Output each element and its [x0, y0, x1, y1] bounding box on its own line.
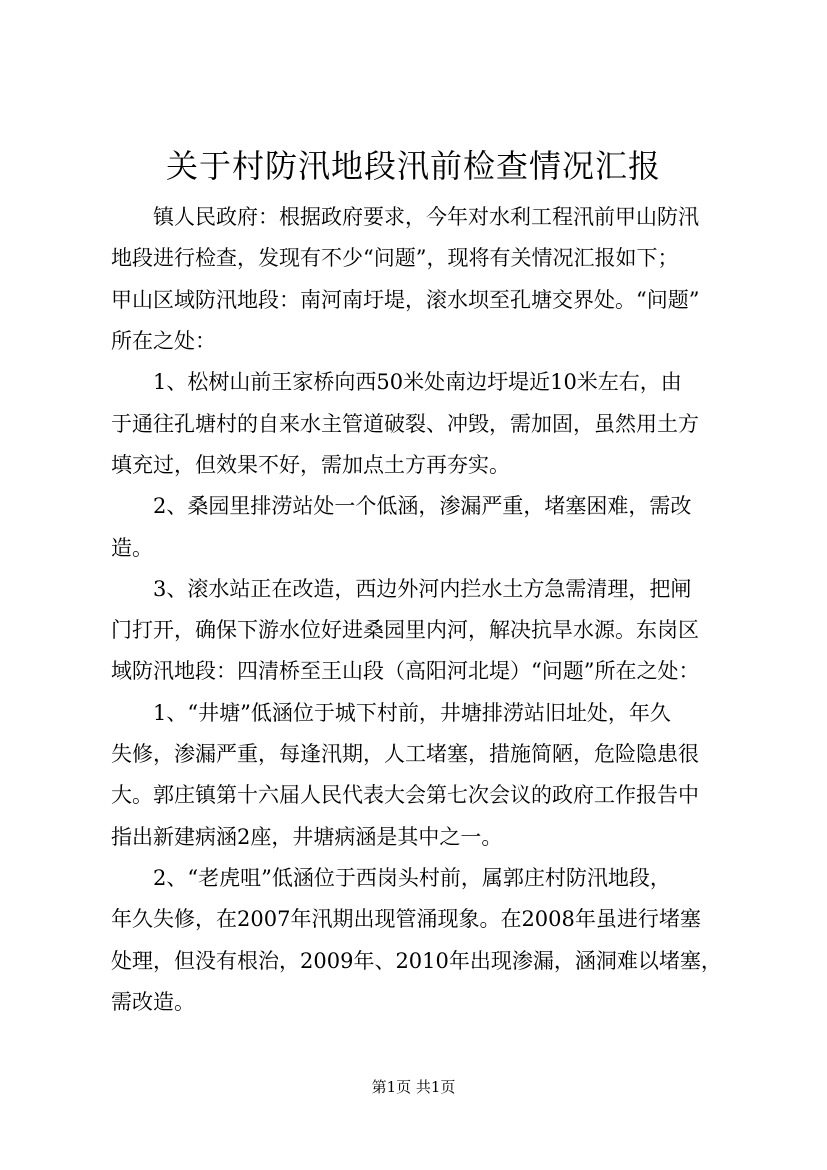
- page-number-footer: 第1页 共1页: [371, 1078, 456, 1096]
- body-line-19: 处理，但没有根治，2009年、2010年出现渗漏，涵洞难以堵塞，: [111, 949, 722, 973]
- body-line-1: 镇人民政府：根据政府要求，今年对水利工程汛前甲山防汛: [153, 205, 699, 229]
- body-line-3: 甲山区域防汛地段：南河南圩堤，滚水坝至孔塘交界处。“问题”: [111, 288, 700, 312]
- body-line-2: 地段进行检查，发现有不少“问题”，现将有关情况汇报如下；: [111, 246, 679, 270]
- body-line-8: 2、桑园里排涝站处一个低涵，渗漏严重，堵塞困难，需改: [153, 494, 692, 518]
- body-line-20: 需改造。: [111, 990, 195, 1014]
- body-line-4: 所在之处：: [111, 329, 216, 353]
- body-line-14: 失修，渗漏严重，每逢汛期，人工堵塞，措施简陋，危险隐患很: [111, 742, 699, 766]
- body-line-5: 1、松树山前王家桥向西50米处南边圩堤近10米左右，由: [153, 370, 682, 394]
- body-line-15: 大。郭庄镇第十六届人民代表大会第七次会议的政府工作报告中: [111, 783, 699, 807]
- body-line-17: 2、“老虎咀”低涵位于西岗头村前，属郭庄村防汛地段，: [153, 866, 671, 890]
- body-line-12: 域防汛地段：四清桥至王山段（高阳河北堤）“问题”所在之处：: [111, 659, 700, 683]
- body-line-6: 于通往孔塘村的自来水主管道破裂、冲毁，需加固，虽然用土方: [111, 412, 699, 436]
- body-line-9: 造。: [111, 536, 153, 560]
- body-line-11: 门打开，确保下游水位好进桑园里内河，解决抗旱水源。东岗区: [111, 618, 699, 642]
- body-line-10: 3、滚水站正在改造，西边外河内拦水土方急需清理，把闸: [153, 577, 692, 601]
- body-line-16: 指出新建病涵2座，井塘病涵是其中之一。: [111, 825, 503, 849]
- body-line-18: 年久失修，在2007年汛期出现管涌现象。在2008年虽进行堵塞: [111, 907, 701, 931]
- body-line-13: 1、“井塘”低涵位于城下村前，井塘排涝站旧址处，年久: [153, 701, 671, 725]
- document-title: 关于村防汛地段汛前检查情况汇报: [165, 147, 661, 185]
- body-line-7: 填充过，但效果不好，需加点土方再夯实。: [111, 453, 510, 477]
